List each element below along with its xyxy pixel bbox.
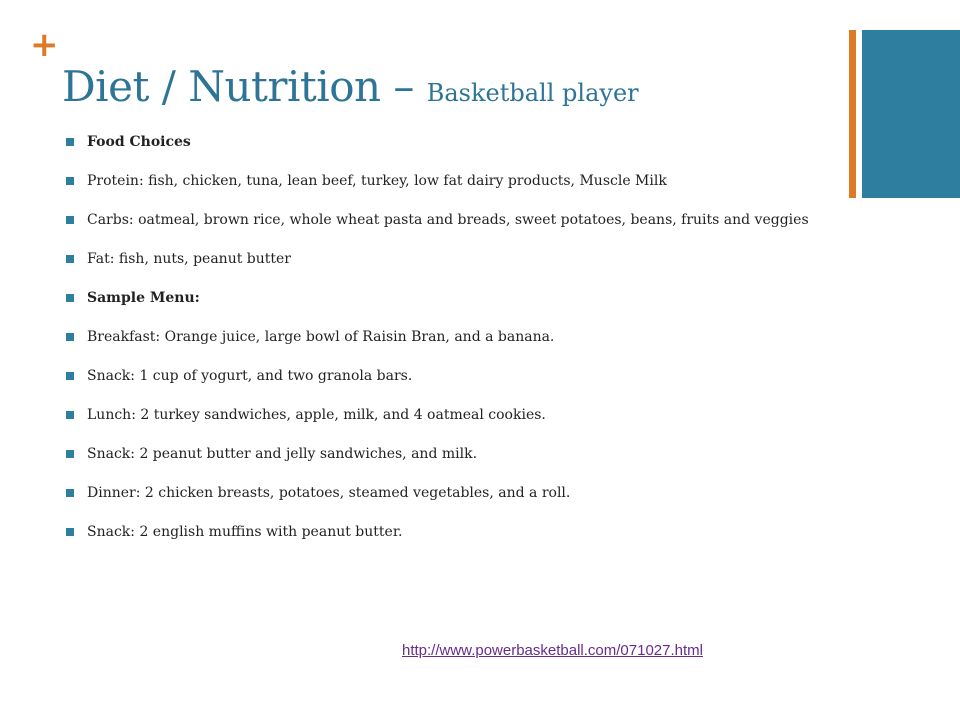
bullet-square-icon: [66, 255, 74, 263]
bullet-square-icon: [66, 138, 74, 146]
bullet-text: Breakfast: Orange juice, large bowl of Raisin Bran, and a banana.: [87, 329, 555, 345]
slide-title-sub: Basketball player: [426, 79, 639, 107]
bullet-text: Food Choices: [87, 134, 191, 150]
source-link[interactable]: http://www.powerbasketball.com/071027.html: [402, 642, 703, 659]
bullet-text: Carbs: oatmeal, brown rice, whole wheat pasta and breads, sweet potatoes, beans, fruits and veggies: [87, 212, 809, 228]
bullet-list: [66, 133, 831, 562]
bullet-text: Lunch: 2 turkey sandwiches, apple, milk, and 4 oatmeal cookies.: [87, 407, 546, 423]
bullet-item: [66, 328, 831, 346]
bullet-square-icon: [66, 177, 74, 185]
bullet-square-icon: [66, 216, 74, 224]
slide-title: [62, 62, 639, 111]
bullet-text: Snack: 2 english muffins with peanut butter.: [87, 524, 403, 540]
bullet-square-icon: [66, 411, 74, 419]
bullet-item: [66, 484, 831, 502]
bullet-text: Dinner: 2 chicken breasts, potatoes, steamed vegetables, and a roll.: [87, 485, 571, 501]
bullet-text: Fat: fish, nuts, peanut butter: [87, 251, 291, 267]
slide-title-main: Diet / Nutrition –: [62, 62, 427, 111]
bullet-item: [66, 445, 831, 463]
bullet-item: [66, 211, 831, 229]
bullet-text: Snack: 2 peanut butter and jelly sandwiches, and milk.: [87, 446, 478, 462]
orange-accent-bar: [849, 30, 856, 198]
blue-accent-block: [862, 30, 960, 198]
bullet-item: [66, 523, 831, 541]
bullet-square-icon: [66, 333, 74, 341]
bullet-item: [66, 172, 831, 190]
bullet-square-icon: [66, 528, 74, 536]
bullet-square-icon: [66, 294, 74, 302]
plus-icon: +: [30, 25, 59, 65]
bullet-text: Sample Menu:: [87, 290, 200, 306]
bullet-square-icon: [66, 450, 74, 458]
bullet-square-icon: [66, 372, 74, 380]
bullet-item: [66, 289, 831, 307]
bullet-item: [66, 367, 831, 385]
bullet-text: Snack: 1 cup of yogurt, and two granola bars.: [87, 368, 413, 384]
bullet-square-icon: [66, 489, 74, 497]
bullet-item: [66, 406, 831, 424]
bullet-item: [66, 250, 831, 268]
bullet-item: [66, 133, 831, 151]
bullet-text: Protein: fish, chicken, tuna, lean beef, turkey, low fat dairy products, Muscle Milk: [87, 173, 667, 189]
